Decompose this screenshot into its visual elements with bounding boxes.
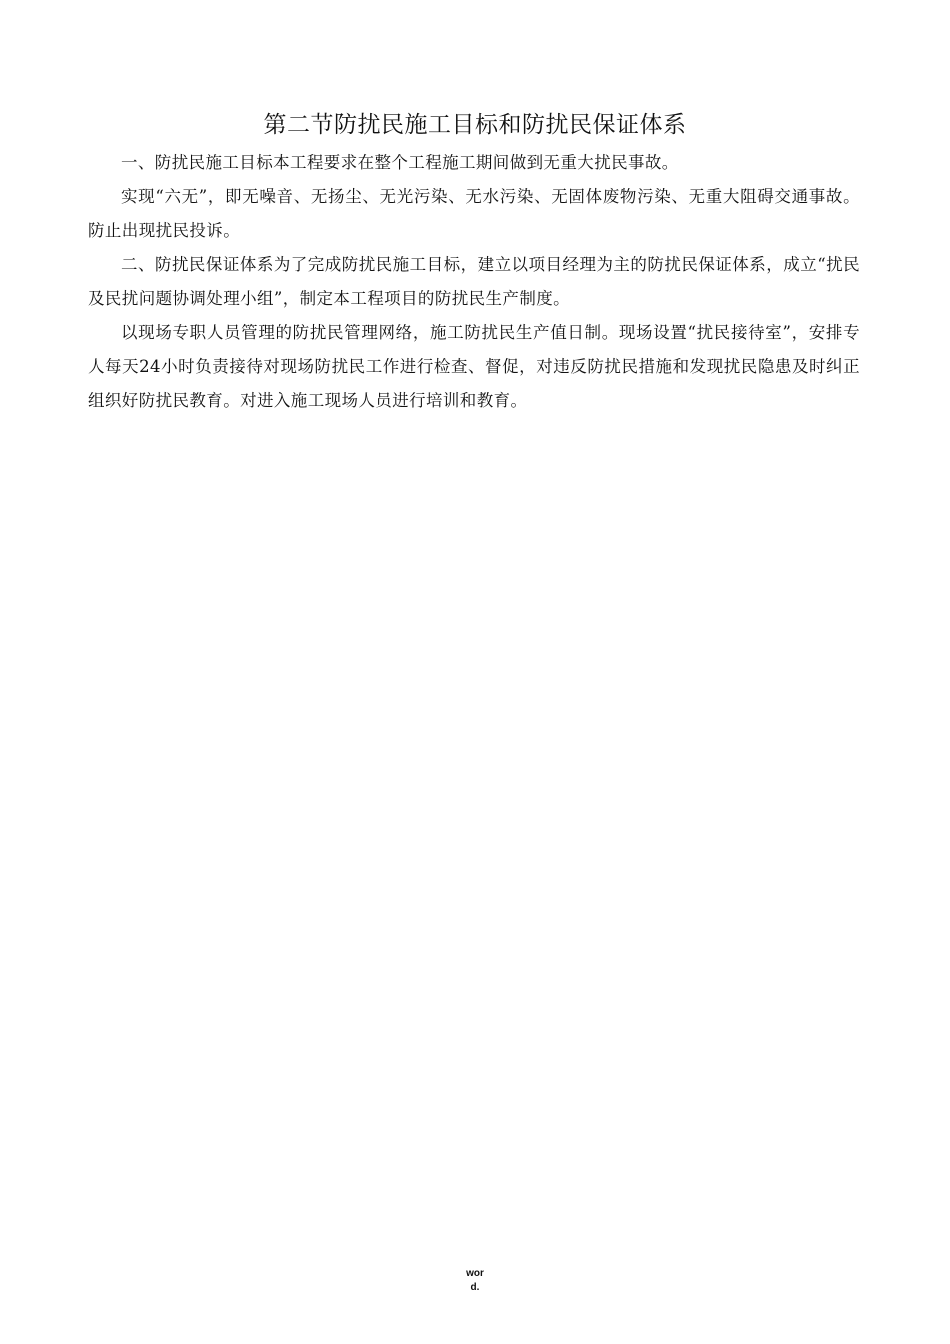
paragraph-management-network: 以现场专职人员管理的防扰民管理网络，施工防扰民生产值日制。现场设置“扰民接待室”，安排专人每天24小时负责接待对现场防扰民工作进行检查、督促，对违反防扰民措施和发现扰民隐患及时纠正组织好防扰民教育。对进入施工现场人员进行培训和教育。: [88, 323, 860, 410]
paragraph-guarantee-system: 二、防扰民保证体系为了完成防扰民施工目标，建立以项目经理为主的防扰民保证体系，成立“扰民及民扰问题协调处理小组”，制定本工程项目的防扰民生产制度。: [88, 255, 860, 308]
paragraph-six-no: 实现“六无”，即无噪音、无扬尘、无光污染、无水污染、无固体废物污染、无重大阻碍交通事故。防止出现扰民投诉。: [88, 187, 860, 240]
paragraph-goal: 一、防扰民施工目标本工程要求在整个工程施工期间做到无重大扰民事故。: [121, 153, 679, 172]
footer-line-1: wor: [466, 1268, 484, 1279]
footer-line-2: d.: [470, 1282, 480, 1293]
page-footer: [0, 1267, 950, 1295]
document-body: [88, 146, 860, 418]
document-title: 第二节防扰民施工目标和防扰民保证体系: [263, 112, 687, 138]
